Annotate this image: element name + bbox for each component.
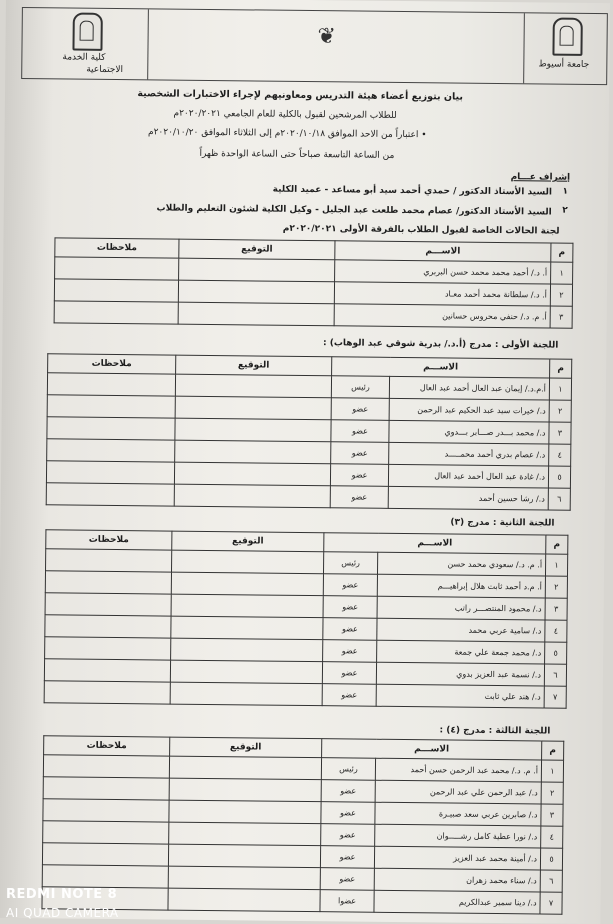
table-row: ٧ د./ هند علي ثابت عضو [44,681,566,708]
column-number: م [550,359,572,378]
faculty-name-line2: الاجتماعية [86,64,124,76]
table-row: ٥ د./ غادة عبد العال أحمد عبد العال عضو [46,461,570,488]
column-number: م [546,535,568,554]
committee-2-table [44,529,569,708]
title-line-2: للطلاب المرشحين لقبول بالكلية للعام الجامعي ٢٠٢٠/٢٠٢١م [173,108,397,121]
column-notes: ملاحظات [46,530,172,550]
letterhead [21,7,608,85]
column-signature: التوقيع [179,239,335,260]
column-notes: ملاحظات [55,238,179,258]
table-row: ٢ أ. د./ سلطانة محمد أحمد معـاد [54,279,572,306]
title-line-4: من الساعة التاسعة صباحاً حتى الساعة الواحدة ظهراً [199,148,395,161]
table-row: ٥ د./ أمينة محمد عبد العزيز عضو [42,843,562,870]
document-title: بيان بتوزيع أعضاء هيئة التدريس ومعاونيهم لإجراء الاختبارات الشخصية [137,88,464,103]
table-row: ٣ د./ صابرين عربي سعد صبيـرة عضو [43,799,563,826]
column-notes: ملاحظات [48,354,176,374]
table-row: ٣ أ. م. د./ حنفي محروس حسانين [54,301,572,328]
table-row: ١ أ.م.د./ إيمان عبد العال أحمد عبد العال رئيس [47,373,571,400]
table-row: ٤ د./ عصام بدري أحمد محمـــــد عضو [47,439,571,466]
university-logo-icon [552,18,582,56]
column-signature: التوقيع [172,531,324,552]
table-row: ٦ د./ رشا حسين أحمد عضو [46,483,570,510]
title-line-3: • اعتباراً من الاحد الموافق ٢٠٢٠/١٠/١٨م إلى الثلاثاء الموافق ٢٠٢٠/١٠/٢٠م [147,127,427,141]
table-row: ١ أ. د./ أحمد محمد محمد حسن البربري [55,257,573,284]
camera-watermark-model: REDMI NOTE 8 [6,887,118,902]
column-name: الاســـم [322,739,542,760]
committee-3-heading: اللجنة الثالثة : مدرج (٤) : [439,725,551,737]
camera-watermark-lens: AI QUAD CAMERA [6,906,119,920]
table-row: ٤ د./ سامية عربي محمد عضو [45,615,567,642]
committee-1-heading: اللجنة الأولى : مدرج (أ.د./ بدرية شوقي عبد الوهاب) : [322,338,559,351]
supervisor-1-number: ١ [562,186,569,197]
table-row: ٢ د./ عبد الرحمن علي عبد الرحمن عضو [43,777,563,804]
committee-1-table [46,353,573,510]
committee-2-heading: اللجنة الثانية : مدرج (٣) [450,517,555,529]
special-cases-heading: لجنة الحالات الخاصة لقبول الطلاب بالفرقة الأولى ٢٠٢٠/٢٠٢١م [282,223,560,237]
faculty-logo-icon [72,13,102,51]
column-signature: التوقيع [170,737,322,758]
table-row: ٢ د./ خيرات سيد عبد الحكيم عبد الرحمن عضو [47,395,571,422]
letterhead-left-cell [22,8,149,79]
table-row: ٥ د./ محمد جمعة علي جمعة عضو [45,637,567,664]
table-row: ٣ د./ محمود المنتصـــر راتب عضو [45,593,567,620]
table-row: ٣ د./ محمد بـــدر صـــابر بـــدوي عضو [47,417,571,444]
university-name: جامعة أسيوط [538,59,590,70]
column-name: الاســـم [324,533,546,554]
table-row: ٤ د./ نورا عطية كامل رشـــــوان عضو [43,821,563,848]
table-row: ٢ أ. م.د أحمد ثابت هلال إبراهيـــم عضو [45,571,567,598]
special-cases-table [54,237,574,328]
supervisor-2-number: ٢ [562,205,568,216]
general-supervision-heading: إشراف عـــام [510,172,571,183]
column-name: الاســـم [332,357,550,378]
column-notes: ملاحظات [44,736,170,756]
calligraphy-seal-icon: ❦ [317,24,336,50]
supervisor-2: السيد الأستاذ الدكتور/ عصام محمد طلعت عبد الجليل - وكيل الكلية لشئون التعليم والطلاب [156,203,552,218]
table-row: ٦ د./ سناء محمد زهران عضو [42,865,562,892]
supervisor-1: السيد الأستاذ الدكتور / حمدي أحمد سيد أبو مساعد - عميد الكلية [272,184,553,198]
table-row: ٧ د./ دينا سمير عبدالكريم عضوا [42,887,562,914]
table-row: ١ أ. م. د./ محمد عبد الرحمن حسن أحمد رئيس [43,755,563,782]
column-number: م [542,741,564,760]
table-row: ١ أ. م. د./ سعودي محمد حسن رئيس [46,549,568,576]
committee-3-table [41,735,564,914]
column-signature: التوقيع [176,355,332,376]
table-row: ٦ د./ نسمة عبد العزيز بدوي عضو [44,659,566,686]
faculty-name-line1: كلية الخدمة [62,52,106,63]
column-number: م [551,243,573,262]
letterhead-right-cell [523,13,607,84]
column-name: الاســـم [335,241,551,262]
